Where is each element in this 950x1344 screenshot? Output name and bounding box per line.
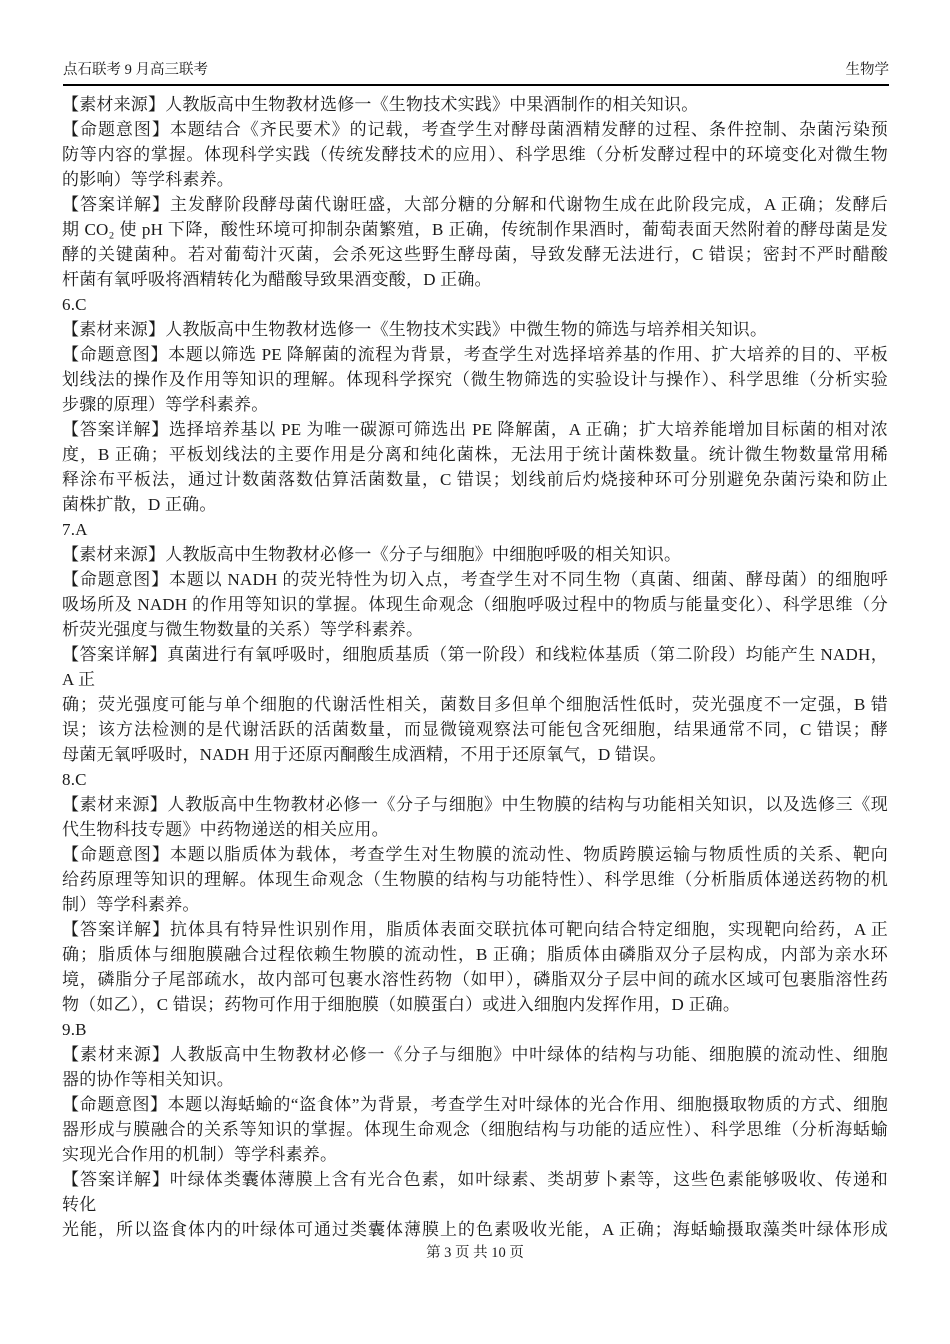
text-line: 【命题意图】本题以 NADH 的荧光特性为切入点，考查学生对不同生物（真菌、细菌、酵母菌）的细胞呼 <box>62 570 888 589</box>
header-rule <box>63 84 889 86</box>
text-line: 【素材来源】人教版高中生物教材必修一《分子与细胞》中生物膜的结构与功能相关知识，以及选修三《现 <box>62 795 888 814</box>
text-line: 确；荧光强度可能与单个细胞的代谢活性相关，菌数目多但单个细胞活性低时，荧光强度不一定强，B 错 <box>62 695 888 714</box>
text-line: 【命题意图】本题结合《齐民要术》的记载，考查学生对酵母菌酒精发酵的过程、条件控制、杂菌污染预 <box>62 120 888 139</box>
answer-number: 6.C <box>62 295 87 314</box>
text-line: 析荧光强度与微生物数量的关系）等学科素养。 <box>62 620 424 639</box>
text-line: 【命题意图】本题以筛选 PE 降解菌的流程为背景，考查学生对选择培养基的作用、扩大培养的目的、平板 <box>62 345 888 364</box>
answer-number: 7.A <box>62 520 88 539</box>
text-line: 的影响）等学科素养。 <box>62 170 234 189</box>
answer-number: 9.B <box>62 1020 87 1039</box>
text-line: 器形成与膜融合的关系等知识的掌握。体现生命观念（细胞结构与功能的适应性）、科学思维（分析海蛞蝓 <box>62 1120 888 1139</box>
document-body <box>62 92 888 1242</box>
answer-number: 8.C <box>62 770 87 789</box>
text-line: 菌株扩散，D 正确。 <box>62 495 217 514</box>
text-line: 确；脂质体与细胞膜融合过程依赖生物膜的流动性，B 正确；脂质体由磷脂双分子层构成，内部为亲水环 <box>62 945 888 964</box>
text-line: 给药原理等知识的理解。体现生命观念（生物膜的结构与功能特性）、科学思维（分析脂质体递送药物的机 <box>62 870 888 889</box>
text-line: 物（如乙），C 错误；药物可作用于细胞膜（如膜蛋白）或进入细胞内发挥作用，D 正确。 <box>62 995 741 1014</box>
header-exam-title: 点石联考 9 月高三联考 <box>63 62 208 78</box>
text-line: 【命题意图】本题以海蛞蝓的“盗食体”为背景，考查学生对叶绿体的光合作用、细胞摄取物质的方式、细胞 <box>62 1095 888 1114</box>
text-line: 误；该方法检测的是代谢活跃的活菌数量，而显微镜观察法可能包含死细胞，结果通常不同，C 错误；酵 <box>62 720 888 739</box>
text-line: 杆菌有氧呼吸将酒精转化为醋酸导致果酒变酸，D 正确。 <box>62 270 492 289</box>
text-line: 划线法的操作及作用等知识的理解。体现科学探究（微生物筛选的实验设计与操作）、科学思维（分析实验 <box>62 370 888 389</box>
text-line: 【答案详解】叶绿体类囊体薄膜上含有光合色素，如叶绿素、类胡萝卜素等，这些色素能够吸收、传递和 <box>62 1170 888 1189</box>
text-line: 母菌无氧呼吸时，NADH 用于还原丙酮酸生成酒精，不用于还原氧气，D 错误。 <box>62 745 667 764</box>
text-line: A 正 <box>62 670 96 689</box>
page-number: 第 3 页 共 10 页 <box>426 1245 524 1261</box>
text-line: 制）等学科素养。 <box>62 895 200 914</box>
header-subject: 生物学 <box>845 62 889 78</box>
text-line: 度，B 正确；平板划线法的主要作用是分离和纯化菌株，无法用于统计菌株数量。统计微生物数量常用稀 <box>62 445 888 464</box>
text-line: 【命题意图】本题以脂质体为载体，考查学生对生物膜的流动性、物质跨膜运输与物质性质的关系、靶向 <box>62 845 888 864</box>
text-line: 【答案详解】抗体具有特异性识别作用，脂质体表面交联抗体可靶向结合特定细胞，实现靶向给药，A 正 <box>62 920 888 939</box>
text-line: 实现光合作用的机制）等学科素养。 <box>62 1145 338 1164</box>
text-line: 步骤的原理）等学科素养。 <box>62 395 269 414</box>
text-line: 防等内容的掌握。体现科学实践（传统发酵技术的应用）、科学思维（分析发酵过程中的环境变化对微生物 <box>62 145 888 164</box>
text-line: 期 CO₂ 使 pH 下降，酸性环境可抑制杂菌繁殖，B 正确，传统制作果酒时，葡萄表面天然附着的酵母菌是发 <box>62 220 888 239</box>
text-line: 【素材来源】人教版高中生物教材必修一《分子与细胞》中细胞呼吸的相关知识。 <box>62 545 682 564</box>
text-line: 释涂布平板法，通过计数菌落数估算活菌数量，C 错误；划线前后灼烧接种环可分别避免杂菌污染和防止 <box>62 470 888 489</box>
text-line: 代生物科技专题》中药物递送的相关应用。 <box>62 820 389 839</box>
text-line: 器的协作等相关知识。 <box>62 1070 234 1089</box>
text-line: 【素材来源】人教版高中生物教材选修一《生物技术实践》中果酒制作的相关知识。 <box>62 95 699 114</box>
text-line: 光能，所以盗食体内的叶绿体可通过类囊体薄膜上的色素吸收光能，A 正确；海蛞蝓摄取藻类叶绿体形成 <box>62 1220 888 1239</box>
text-line: 吸场所及 NADH 的作用等知识的掌握。体现生命观念（细胞呼吸过程中的物质与能量变化）、科学思维（分 <box>62 595 888 614</box>
text-line: 【素材来源】人教版高中生物教材必修一《分子与细胞》中叶绿体的结构与功能、细胞膜的流动性、细胞 <box>62 1045 888 1064</box>
text-line: 酵的关键菌种。若对葡萄汁灭菌，会杀死这些野生酵母菌，导致发酵无法进行，C 错误；密封不严时醋酸 <box>62 245 888 264</box>
text-line: 境，磷脂分子尾部疏水，故内部可包裹水溶性药物（如甲），磷脂双分子层中间的疏水区域可包裹脂溶性药 <box>62 970 888 989</box>
text-line: 【答案详解】选择培养基以 PE 为唯一碳源可筛选出 PE 降解菌，A 正确；扩大培养能增加目标菌的相对浓 <box>62 420 888 439</box>
text-line: 转化 <box>62 1195 97 1214</box>
text-line: 【答案详解】真菌进行有氧呼吸时，细胞质基质（第一阶段）和线粒体基质（第二阶段）均能产生 NADH， <box>62 645 888 664</box>
page-header <box>63 60 889 80</box>
text-line: 【素材来源】人教版高中生物教材选修一《生物技术实践》中微生物的筛选与培养相关知识。 <box>62 320 768 339</box>
text-line: 【答案详解】主发酵阶段酵母菌代谢旺盛，大部分糖的分解和代谢物生成在此阶段完成，A 正确；发酵后 <box>62 195 888 214</box>
